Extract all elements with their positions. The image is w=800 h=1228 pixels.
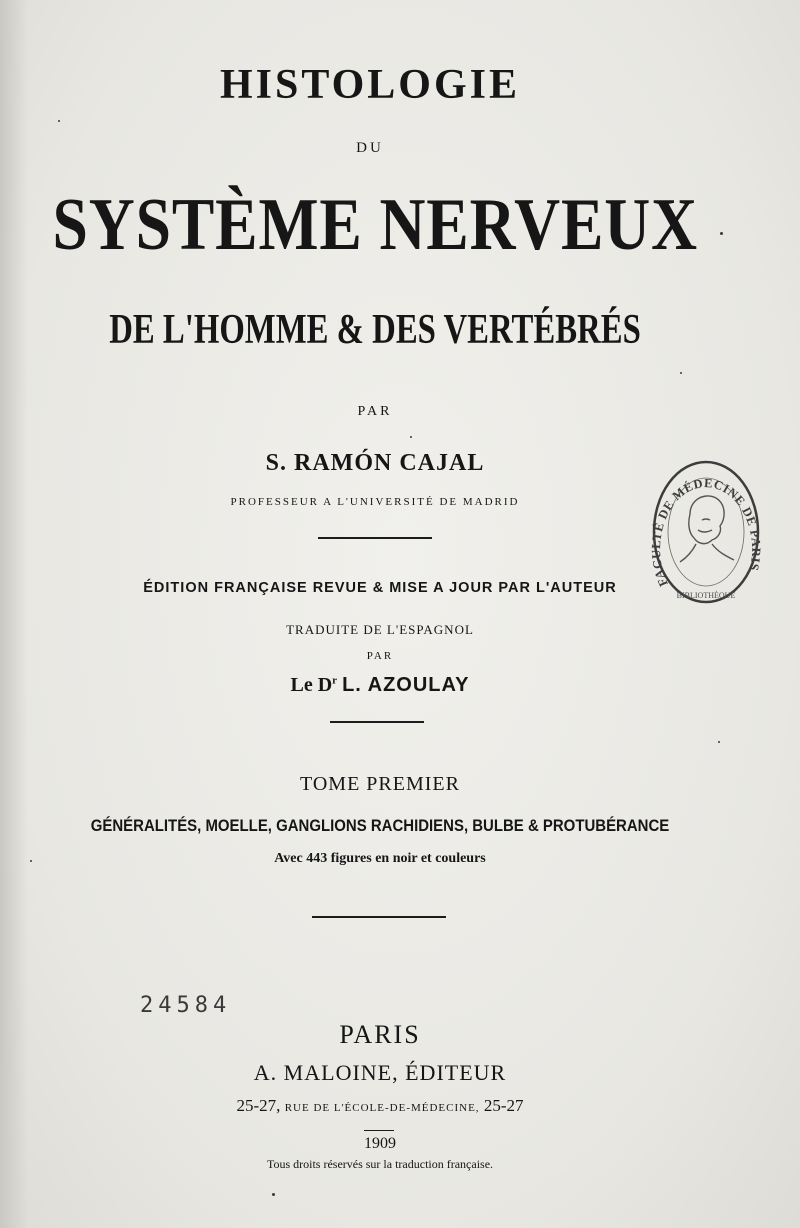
- imprint-publisher: A. MALOINE, ÉDITEUR: [253, 1060, 507, 1085]
- address-street: RUE DE L'ÉCOLE-DE-MÉDECINE,: [284, 1102, 480, 1114]
- title-line-histologie: HISTOLOGIE: [219, 62, 520, 108]
- by-label: PAR: [357, 404, 393, 419]
- stamp-portrait-icon: [680, 496, 734, 562]
- address-number-start: 25-27,: [236, 1096, 281, 1115]
- speck: [58, 120, 60, 122]
- stamp-subtext: BIBLIOTHÈQUE: [676, 591, 736, 600]
- divider-rule-3: [312, 916, 446, 918]
- imprint-city: PARIS: [339, 1020, 421, 1049]
- speck: [272, 1193, 275, 1196]
- subtitle: DE L'HOMME & DES VERTÉBRÉS: [109, 307, 641, 353]
- address-number-end: 25-27: [483, 1096, 524, 1115]
- translator-by-label: PAR: [366, 650, 394, 662]
- stamp-text: FACULTÉ DE MÉDECINE DE PARIS: [648, 476, 764, 589]
- rights-notice: Tous droits réservés sur la traduction française.: [266, 1157, 494, 1171]
- library-stamp: [646, 452, 764, 610]
- divider-rule-4: [364, 1130, 394, 1131]
- main-title: SYSTÈME NERVEUX: [52, 184, 698, 266]
- volume-label: TOME PREMIER: [300, 773, 460, 795]
- edition-note: ÉDITION FRANÇAISE REVUE & MISE A JOUR PAR L'AUTEUR: [143, 580, 617, 596]
- speck: [410, 436, 412, 438]
- translator: [0, 675, 760, 695]
- speck: [30, 860, 32, 862]
- title-line-du: DU: [356, 140, 384, 156]
- imprint-year: 1909: [364, 1135, 396, 1152]
- author-name: S. RAMÓN CAJAL: [265, 450, 485, 476]
- author-role: PROFESSEUR A L'UNIVERSITÉ DE MADRID: [230, 496, 520, 508]
- speck: [718, 741, 720, 743]
- speck: [680, 372, 682, 374]
- imprint-address: [0, 1097, 760, 1114]
- figures-note: Avec 443 figures en noir et couleurs: [274, 851, 486, 866]
- speck: [720, 232, 723, 235]
- translator-prefix: Le D: [290, 674, 333, 696]
- divider-rule-1: [318, 537, 432, 539]
- volume-contents: GÉNÉRALITÉS, MOELLE, GANGLIONS RACHIDIENS, BULBE & PROTUBÉRANCE: [90, 816, 670, 835]
- inventory-number: 24584: [140, 993, 232, 1018]
- translator-prefix-superscript: r: [332, 674, 338, 687]
- divider-rule-2: [330, 721, 424, 723]
- translator-name: L. AZOULAY: [342, 674, 470, 696]
- translated-from: TRADUITE DE L'ESPAGNOL: [286, 622, 474, 637]
